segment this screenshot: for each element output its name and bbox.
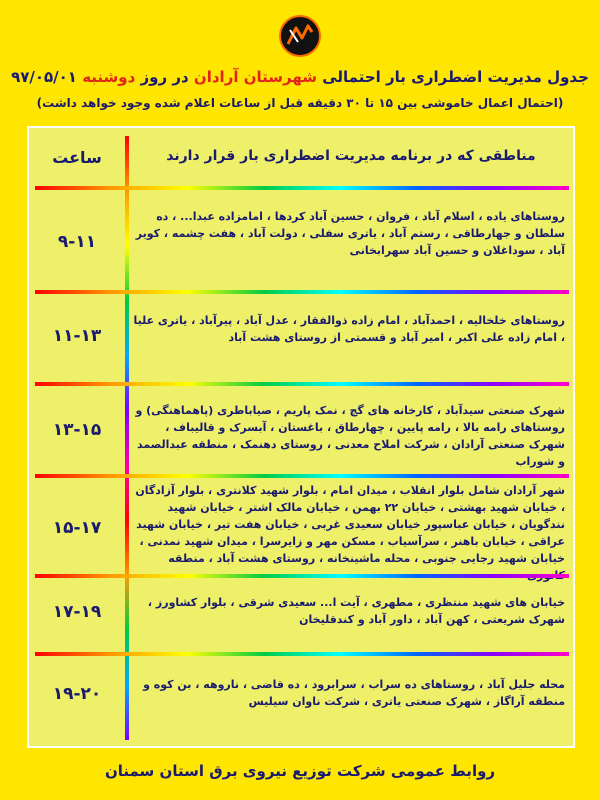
row-areas: شهرک صنعتی سیدآباد ، کارخانه های گچ ، نمک پاریم ، صیاباطری (پاهماهنگی) و روستاهای رامه بالا ، رامه پایین ، چهارطاق ، باغستان ، آبسرک و قالیباف ، شهرک صنعتی آرادان ، شرکت املاح معدنی ، روستای دهنمک ، منطقه عبدالصمد و شوراب [135,404,565,468]
row-divider [35,474,569,478]
row-divider [35,290,569,294]
row-areas: شهر آرادان شامل بلوار انقلاب ، میدان امام ، بلوار شهید کلانتری ، بلوار آزادگان ، خیابان شهید بهشتی ، خیابان ۲۲ بهمن ، خیابان مالک اشتر ، خیابان شهید نندگویان ، خیابان عباسپور خیابان سعیدی غربی ، خیابان هفت تیر ، خیابان شهید عراقی ، خیابان باهنر ، سرآسیاب ، مسکن مهر و زایرسرا ، میدان شهید نمدنی ، خیابان شهید رجایی جنوبی ، محله ماشینخانه ، روستای هشت آباد ، منطقه [135,484,565,565]
row-time: ۱۹-۲۰ [52,684,102,704]
page-title [10,66,590,88]
row-time: ۱۵-۱۷ [52,518,102,538]
title-day: دوشنبه [82,68,136,86]
title-date: ۹۷/۰۵/۰۱ [11,68,77,86]
row-divider [35,652,569,656]
header-time: ساعت [52,148,102,167]
row-areas: محله جلیل آباد ، روستاهای ده سراب ، سرابرود ، ده قاضی ، ناروهه ، بن کوه و منطقه آراگاز ، شهرک صنعتی یاتری ، شرکت ناوان سیلیس [143,678,565,708]
title-city: شهرستان آرادان [193,68,317,86]
row-divider [35,186,569,190]
row-divider [35,574,569,578]
column-divider [125,136,129,740]
outage-note: (احتمال اعمال خاموشی بین ۱۵ تا ۳۰ دقیقه قبل از ساعات اعلام شده وجود خواهد داشت) [36,96,564,110]
row-time: ۱۱-۱۳ [52,326,102,346]
row-areas: روستاهای یاده ، اسلام آباد ، فروان ، حسین آباد کردها ، امامزاده عبدا... ، ده سلطان و جهارطاقی ، رستم آباد ، یاتری سفلی ، دولت آباد ، هفت چشمه ، کویر آباد ، سوداغلان و حسین آباد سهرابخانی [135,210,565,257]
title-text-2: در روز [135,68,194,86]
row-time: ۱۷-۱۹ [52,602,102,622]
title-text: جدول مدیریت اضطراری بار احتمالی [316,68,589,86]
row-areas: خیابان های شهید منتظری ، مطهری ، آیت ا... سعیدی شرقی ، بلوار کشاورز ، شهرک شریعتی ، کهن آباد ، داور آباد و کندقلیخان [147,596,565,626]
header-areas: مناطقی که در برنامه مدیریت اضطراری بار قرار دارند [166,148,536,164]
row-time: ۹-۱۱ [57,232,97,252]
row-divider [35,382,569,386]
footer-publisher: روابط عمومی شرکت توزیع نیروی برق استان سمنان [104,762,496,780]
power-distribution-logo-icon [278,14,322,58]
schedule-table [27,126,575,748]
row-areas: روستاهای خلخالیه ، احمدآباد ، امام زاده ذوالفقار ، عدل آباد ، پیرآباد ، یاتری علیا ، امام زاده علی اکبر ، امیر آباد و قسمتی از روستای هشت آباد [133,314,565,344]
row-time: ۱۳-۱۵ [52,420,102,440]
